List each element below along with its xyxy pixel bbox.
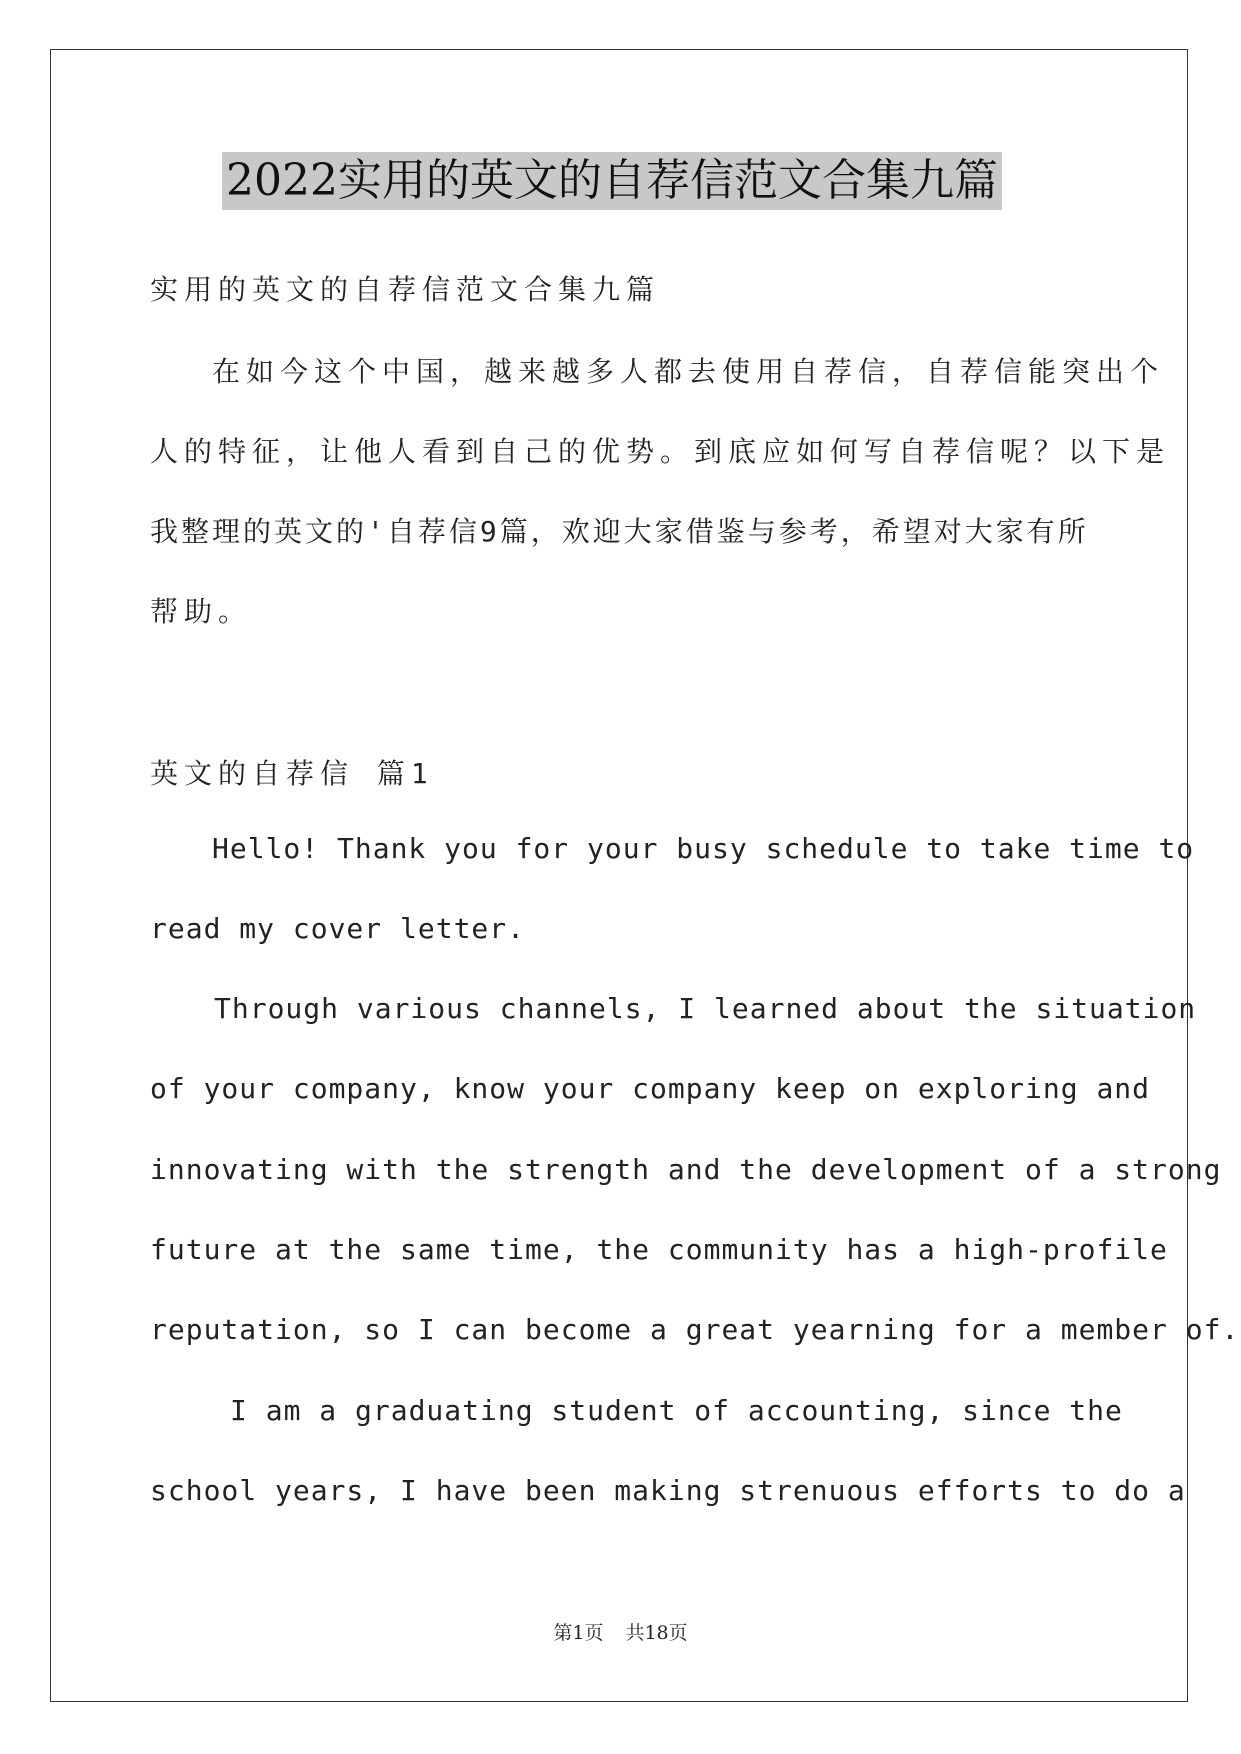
body-line: Through various channels, I learned about the situation xyxy=(214,992,1197,1025)
body-line: read my cover letter. xyxy=(150,912,526,945)
page-total: 共18页 xyxy=(625,1622,688,1644)
body-line: future at the same time, the community has a high-profile xyxy=(150,1233,1168,1266)
body-line: I am a graduating student of accounting, since the xyxy=(230,1394,1123,1427)
page-footer xyxy=(0,1618,1241,1645)
page-number: 第1页 xyxy=(553,1622,604,1644)
body-line: reputation, so I can become a great yearning for a member of. xyxy=(150,1313,1240,1346)
intro-line: 帮助。 xyxy=(150,595,253,628)
section-heading: 英文的自荐信 篇1 xyxy=(150,757,434,790)
document-title: 2022实用的英文的自荐信范文合集九篇 xyxy=(222,152,1002,210)
intro-line: 在如今这个中国，越来越多人都去使用自荐信，自荐信能突出个 xyxy=(212,355,1165,388)
document-subtitle: 实用的英文的自荐信范文合集九篇 xyxy=(150,273,661,306)
intro-line: 人的特征，让他人看到自己的优势。到底应如何写自荐信呢？以下是 xyxy=(150,435,1171,468)
body-line: of your company, know your company keep on exploring and xyxy=(150,1072,1151,1105)
body-line: innovating with the strength and the development of a strong xyxy=(150,1153,1222,1186)
intro-line: 我整理的英文的'自荐信9篇，欢迎大家借鉴与参考，希望对大家有所 xyxy=(150,515,1089,548)
body-line: school years, I have been making strenuous efforts to do a xyxy=(150,1474,1186,1507)
body-line: Hello! Thank you for your busy schedule to take time to xyxy=(212,832,1195,865)
